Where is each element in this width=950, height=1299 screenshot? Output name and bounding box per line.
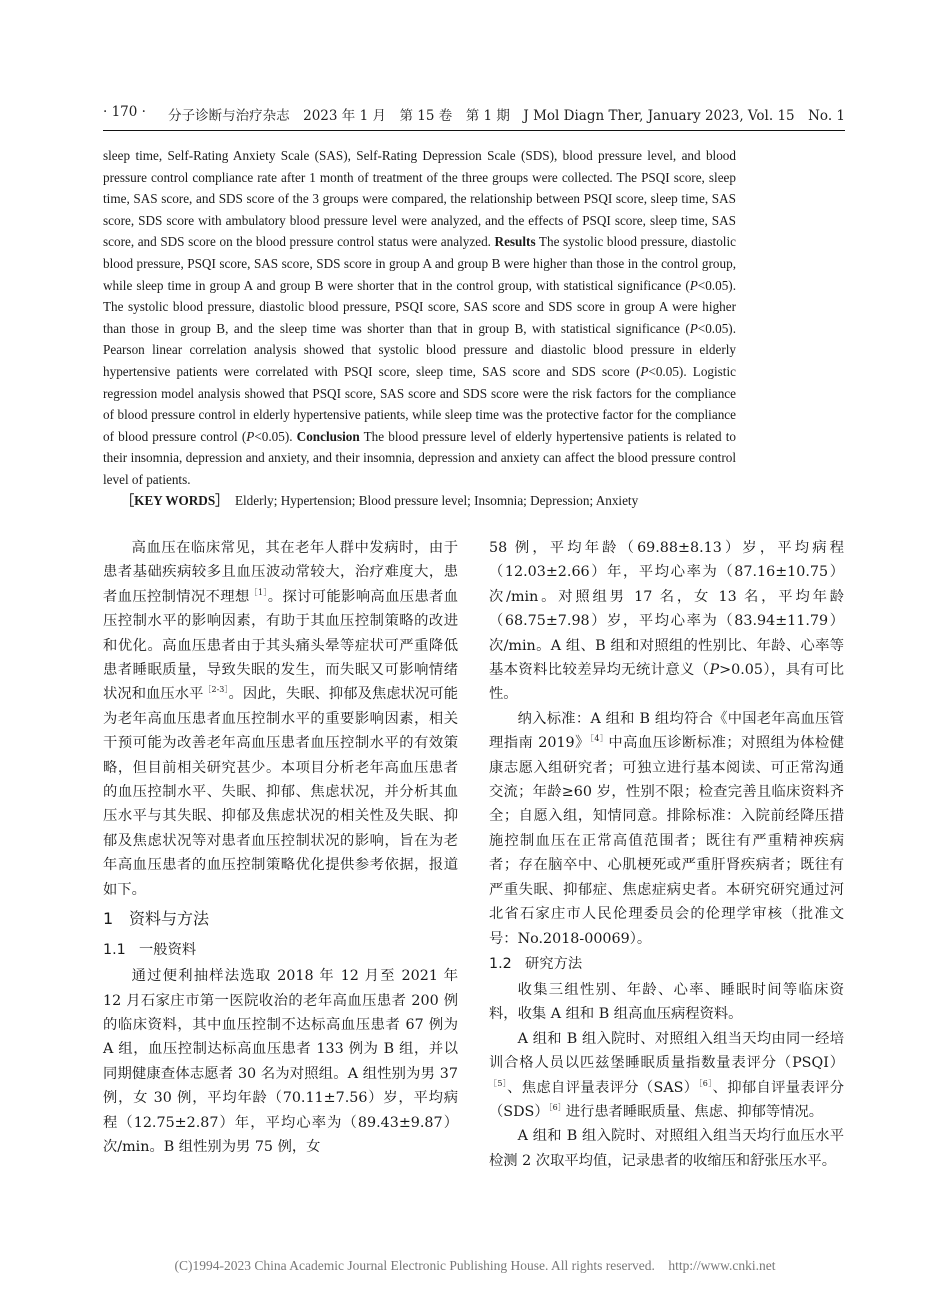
results-part-4: ). Logistic regression model analysis showed that PSQI score, SAS score and SDS score were the risk factors for the compliance of blood pressure control in elderly hypertensive patients, while sleep time was the protective factor for the compliance of blood pressure control (: [103, 363, 736, 444]
p-symbol: P: [709, 662, 720, 679]
p-value: <0.05: [254, 428, 285, 444]
p-symbol: P: [689, 277, 698, 293]
keywords-line: [121, 490, 741, 511]
subsection-title: 研究方法: [525, 955, 583, 972]
criteria-paragraph: [489, 707, 844, 951]
results-part-3: ). Pearson linear correlation analysis showed that systolic blood pressure and diastolic blood pressure in elderly hypertensive patients were correlated with PSQI score, sleep time, SAS score and SDS score (: [103, 320, 736, 379]
running-header: [103, 104, 845, 126]
citation-ref: ［2-3］: [203, 685, 229, 695]
copyright-footer: (C)1994-2023 China Academic Journal Electronic Publishing House. All rights reserved. http://www.cnki.net: [174, 1258, 776, 1273]
results-part-2: ). The systolic blood pressure, diastolic blood pressure, PSQI score, SAS score and SDS score in group A were higher than those in group B, and the sleep time was shorter than that in group B, with statistical significance (: [103, 277, 736, 336]
english-abstract: [103, 145, 736, 491]
subsection-number: 1.2: [489, 955, 512, 972]
intro-text-3: 。因此，失眠、抑郁及焦虑状况可能为老年高血压患者血压控制水平的重要影响因素，相关干预可能为改善老年高血压患者血压控制水平的有效策略，但目前相关研究甚少。本项目分析老年高血压患者的血压控制水平、失眠、抑郁、焦虑状况，并分析其血压水平与其失眠、抑郁及焦虑状况的相关性及失眠、抑郁及焦虑状况等对患者血压控制状况的影响，旨在为老年高血压患者的血压控制策略优化提供参考依据，报道如下。: [103, 686, 459, 898]
subsection-heading: [103, 938, 458, 962]
p-value: >0.05: [719, 662, 763, 679]
citation-ref: ［4］: [589, 734, 609, 744]
section-number: 1: [103, 909, 114, 929]
subsection-title: 一般资料: [139, 942, 197, 959]
criteria-text-2: 中高血压诊断标准；对照组为体检健康志愿入组研究者；可独立进行基本阅读、可正常沟通交流；年龄≥60 岁，性别不限；检查完善且临床资料齐全；自愿入组，知情同意。排除标准：入院前经降压措施控制血压在正常高值范围者；既往有严重精神疾病者；存在脑卒中、心肌梗死或严重肝肾疾病者；既往有严重失眠、抑郁症、焦虑症病史者。本研究研究通过河北省石家庄市人民伦理委员会的伦理学审核（批准文号：No.2018-00069）。: [489, 735, 844, 947]
right-column: [489, 536, 844, 1173]
methods-text-3: 、抑郁自评量表评分（SDS）: [489, 1079, 844, 1120]
methods-paragraph-3: A 组和 B 组入院时、对照组入组当天均行血压水平检测 2 次取平均值，记录患者的收缩压和舒张压水平。: [489, 1128, 844, 1169]
abstract-methods-tail: sleep time, Self-Rating Anxiety Scale (SAS), Self-Rating Depression Scale (SDS), blood pressure level, and blood pressure control compliance rate after 1 month of treatment of the three groups were collected. The PSQI score, sleep time, SAS score, and SDS score of the 3 groups were compared, the relationship between PSQI score, sleep time, SAS score, SDS score with ambulatory blood pressure level were analyzed, and the effects of PSQI score, sleep time, SAS score, and SDS score on the blood pressure control status were analyzed.: [103, 148, 736, 250]
general-data-paragraph: 通过便利抽样法选取 2018 年 12 月至 2021 年 12 月石家庄市第一医院收治的老年高血压患者 200 例的临床资料，其中血压控制不达标高血压患者 67 例为 A 组，血压控制达标高血压患者 133 例为 B 组，并以同期健康查体志愿者 30 名为对照组。A 组性别为男 37 例，女 30 例，平均年龄（70.11±7.56）岁，平均病程（12.75±2.87）年，平均心率为（89.43±9.87）次/min。B 组性别为男 75 例，女: [103, 968, 458, 1155]
conclusion-label: Conclusion: [296, 428, 360, 444]
p-value: <0.05: [697, 320, 729, 336]
methods-text-4: 进行患者睡眠质量、焦虑、抑郁等情况。: [565, 1103, 824, 1120]
results-label: Results: [494, 234, 536, 250]
citation-ref: ［6］: [548, 1102, 566, 1112]
section-heading: [103, 906, 458, 932]
keywords-text: Elderly; Hypertension; Blood pressure level; Insomnia; Depression; Anxiety: [234, 493, 639, 508]
citation-ref: ［5］: [489, 1078, 508, 1088]
intro-text-2: 。探讨可能影响高血压患者血压控制水平的影响因素，有助于其血压控制策略的改进和优化。高血压患者由于其头痛头晕等症状可严重降低患者睡眠质量，导致失眠的发生，而失眠又可影响情绪状况和血压水平: [103, 588, 459, 703]
p-symbol: P: [246, 428, 255, 444]
citation-ref: ［6］: [698, 1078, 713, 1088]
page-number: · 170 ·: [103, 104, 146, 120]
conclusion-text: The blood pressure level of elderly hypertensive patients is related to their insomnia, depression and anxiety, and their insomnia, depression and anxiety can affect the blood pressure control level of patients.: [103, 428, 736, 487]
keywords-label: ［KEY WORDS］: [121, 493, 229, 508]
p-symbol: P: [640, 363, 649, 379]
p-value: <0.05: [648, 363, 679, 379]
general-text-c: ），具有可比性。: [489, 662, 845, 703]
header-rule: [103, 130, 845, 131]
methods-paragraph-1: 收集三组性别、年龄、心率、睡眠时间等临床资料，收集 A 组和 B 组高血压病程资料。: [489, 981, 844, 1023]
methods-paragraph-2: [489, 1027, 844, 1125]
section-title: 资料与方法: [129, 909, 210, 929]
citation-ref: ［1］: [249, 587, 268, 597]
criteria-text-1: 纳入标准：A 组和 B 组均符合《中国老年高血压管理指南 2019》: [489, 710, 844, 752]
p-value: <0.05: [697, 277, 729, 293]
left-column: [103, 536, 458, 1159]
results-part-1: The systolic blood pressure, diastolic blood pressure, PSQI score, SAS score, SDS score in group A and group B were higher than those in the control group, while sleep time in group A and group B were shorter that in the control group, with statistical significance (: [103, 234, 736, 293]
intro-paragraph: [103, 536, 458, 902]
journal-info: 分子诊断与治疗杂志 2023 年 1 月 第 15 卷 第 1 期 J Mol Diagn Ther, January 2023, Vol. 15 No. 1: [168, 108, 845, 124]
general-text-b: 58 例，平均年龄（69.88±8.13）岁，平均病程（12.03±2.66）年，平均心率为（87.16±10.75）次/min。对照组男 17 名，女 13 名，平均年龄（68.75±7.98）岁，平均心率为（83.94±11.79）次/min。A 组、B 组和对照组的性别比、年龄、心率等基本资料比较差异均无统计意义（: [489, 540, 844, 679]
general-data-continued: [489, 536, 844, 707]
subsection-heading: [489, 952, 844, 976]
subsection-number: 1.1: [103, 942, 126, 959]
methods-text-1: A 组和 B 组入院时、对照组入组当天均由同一经培训合格人员以匹兹堡睡眠质量指数量表评分（PSQI）: [489, 1030, 844, 1072]
intro-text-1: 高血压在临床常见，其在老年人群中发病时，由于患者基础疾病较多且血压波动常较大，治疗难度大，患者血压控制情况不理想: [103, 540, 458, 605]
methods-text-2: 、焦虑自评量表评分（SAS）: [507, 1079, 699, 1096]
p-symbol: P: [689, 320, 698, 336]
results-part-5: ).: [284, 428, 293, 444]
